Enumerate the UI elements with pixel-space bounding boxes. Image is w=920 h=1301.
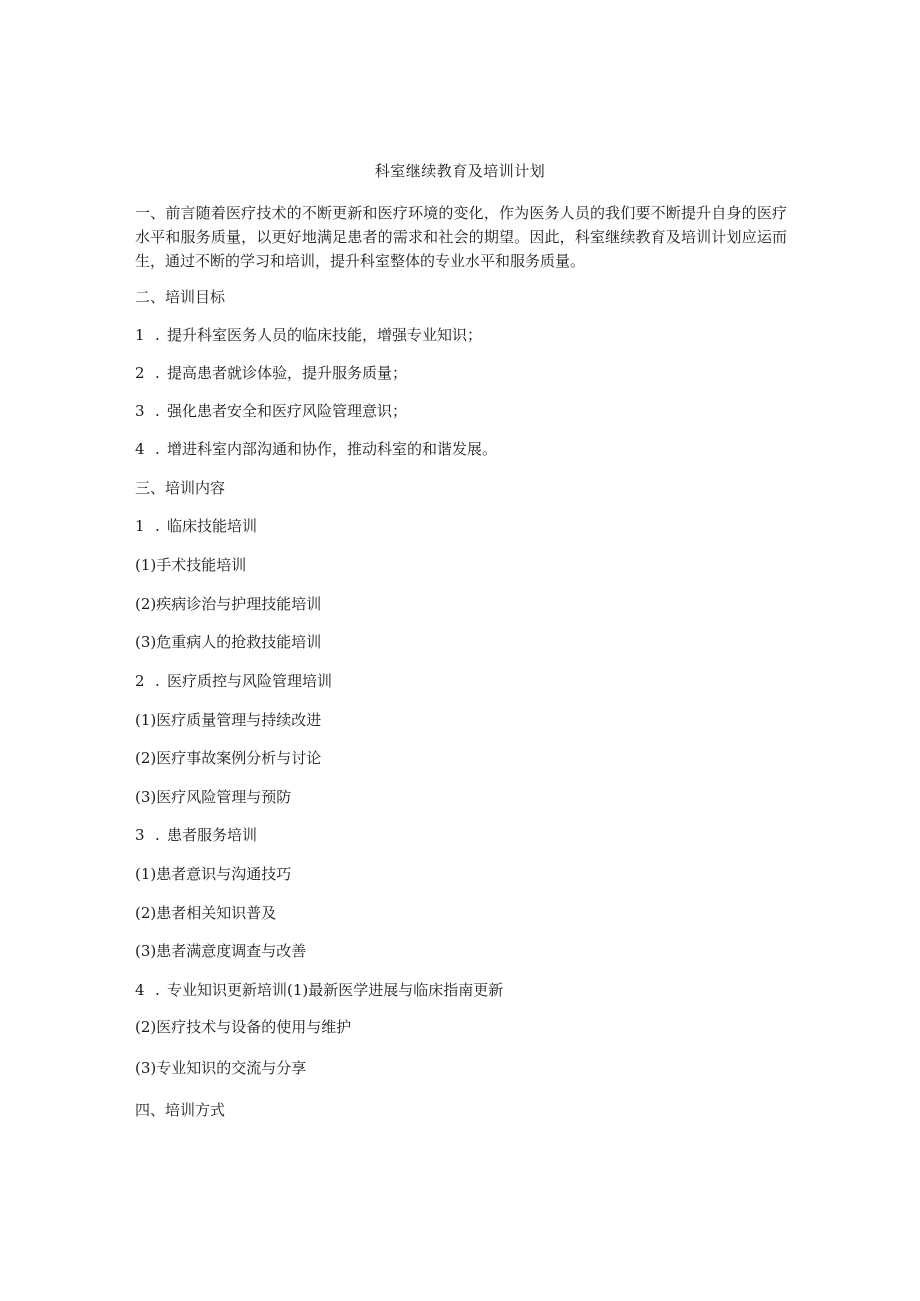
goal-item: 2 . 提高患者就诊体验，提升服务质量； [135, 364, 408, 382]
content-subitem: (1)医疗质量管理与持续改进 [135, 711, 322, 729]
section-heading-methods: 四、培训方式 [135, 1101, 226, 1119]
goal-number: 3 [135, 402, 145, 420]
category-number: 4 [135, 981, 145, 999]
goal-number: 1 [135, 326, 145, 344]
content-category: 3 . 患者服务培训 [135, 826, 258, 844]
intro-paragraph: 一、前言随着医疗技术的不断更新和医疗环境的变化，作为医务人员的我们要不断提升自身的医疗水平和服务质量，以更好地满足患者的需求和社会的期望。因此，科室继续教育及培训计划应运而生，通过不断的学习和培训，提升科室整体的专业水平和服务质量。 [135, 204, 787, 270]
goal-text: 提高患者就诊体验，提升服务质量； [167, 364, 408, 382]
category-number: 1 [135, 517, 145, 535]
goal-text: 强化患者安全和医疗风险管理意识； [167, 402, 408, 420]
category-number: 3 [135, 826, 145, 844]
category-number: 2 [135, 672, 145, 690]
section-heading-goals: 二、培训目标 [135, 288, 226, 306]
content-category: 2 . 医疗质控与风险管理培训 [135, 672, 333, 690]
goal-number: 4 [135, 440, 145, 458]
goal-text: 提升科室医务人员的临床技能，增强专业知识； [167, 326, 483, 344]
goal-number: 2 [135, 364, 145, 382]
content-subitem: (3)患者满意度调查与改善 [135, 942, 307, 960]
goal-text: 增进科室内部沟通和协作，推动科室的和谐发展。 [167, 440, 498, 458]
goal-item: 1 . 提升科室医务人员的临床技能，增强专业知识； [135, 326, 483, 344]
content-category: 4 . 专业知识更新培训(1)最新医学进展与临床指南更新 [135, 981, 504, 999]
content-subitem: (3)危重病人的抢救技能培训 [135, 633, 322, 651]
content-category: 1 . 临床技能培训 [135, 517, 258, 535]
content-subitem: (1)手术技能培训 [135, 556, 247, 574]
category-text: 专业知识更新培训(1)最新医学进展与临床指南更新 [167, 981, 504, 999]
category-text: 临床技能培训 [167, 517, 258, 535]
section-heading-content: 三、培训内容 [135, 479, 226, 497]
content-subitem: (3)医疗风险管理与预防 [135, 788, 292, 806]
category-text: 医疗质控与风险管理培训 [167, 672, 333, 690]
category-text: 患者服务培训 [167, 826, 258, 844]
content-subitem: (1)患者意识与沟通技巧 [135, 865, 292, 883]
content-subitem: (2)疾病诊治与护理技能培训 [135, 595, 322, 613]
content-subitem: (2)医疗事故案例分析与讨论 [135, 749, 322, 767]
document-title: 科室继续教育及培训计划 [374, 162, 546, 180]
content-subitem: (2)患者相关知识普及 [135, 904, 277, 922]
goal-item: 4 . 增进科室内部沟通和协作，推动科室的和谐发展。 [135, 440, 498, 458]
content-subitem: (3)专业知识的交流与分享 [135, 1059, 307, 1077]
goal-item: 3 . 强化患者安全和医疗风险管理意识； [135, 402, 408, 420]
content-subitem: (2)医疗技术与设备的使用与维护 [135, 1018, 352, 1036]
